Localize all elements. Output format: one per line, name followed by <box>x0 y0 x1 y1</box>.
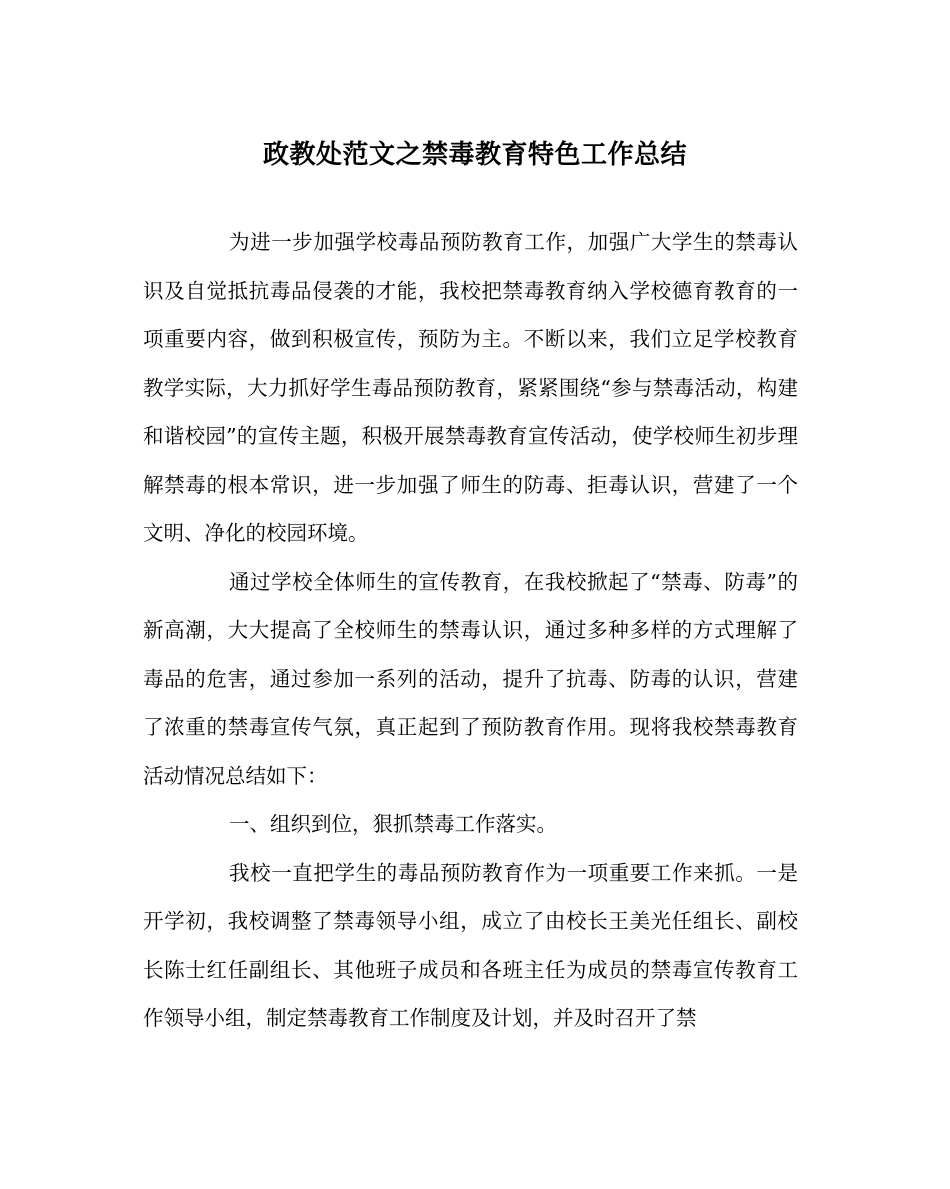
paragraph-intro: 为进一步加强学校毒品预防教育工作，加强广大学生的禁毒认识及自觉抵抗毒品侵袭的才能，我校把禁毒教育纳入学校德育教育的一项重要内容，做到积极宣传，预防为主。不断以来，我们立足学校教育教学实际，大力抓好学生毒品预防教育，紧紧围绕“参与禁毒活动，构建和谐校园”的宣传主题，积极开展禁毒教育宣传活动，使学校师生初步理解禁毒的根本常识，进一步加强了师生的防毒、拒毒认识，营建了一个文明、净化的校园环境。 <box>143 230 798 545</box>
document-body <box>143 218 798 1043</box>
section-heading-1: 一、组织到位，狠抓禁毒工作落实。 <box>229 812 557 836</box>
paragraph-section-1: 我校一直把学生的毒品预防教育作为一项重要工作来抓。一是开学初，我校调整了禁毒领导小组，成立了由校长王美光任组长、副校长陈士红任副组长、其他班子成员和各班主任为成员的禁毒宣传教育工作领导小组，制定禁毒教育工作制度及计划，并及时召开了禁 <box>143 860 798 1030</box>
document-title: 政教处范文之禁毒教育特色工作总结 <box>262 140 687 170</box>
paragraph-summary: 通过学校全体师生的宣传教育，在我校掀起了“禁毒、防毒”的新高潮，大大提高了全校师生的禁毒认识，通过多种多样的方式理解了毒品的危害，通过参加一系列的活动，提升了抗毒、防毒的认识，营建了浓重的禁毒宣传气氛，真正起到了预防教育作用。现将我校禁毒教育活动情况总结如下： <box>143 569 798 788</box>
